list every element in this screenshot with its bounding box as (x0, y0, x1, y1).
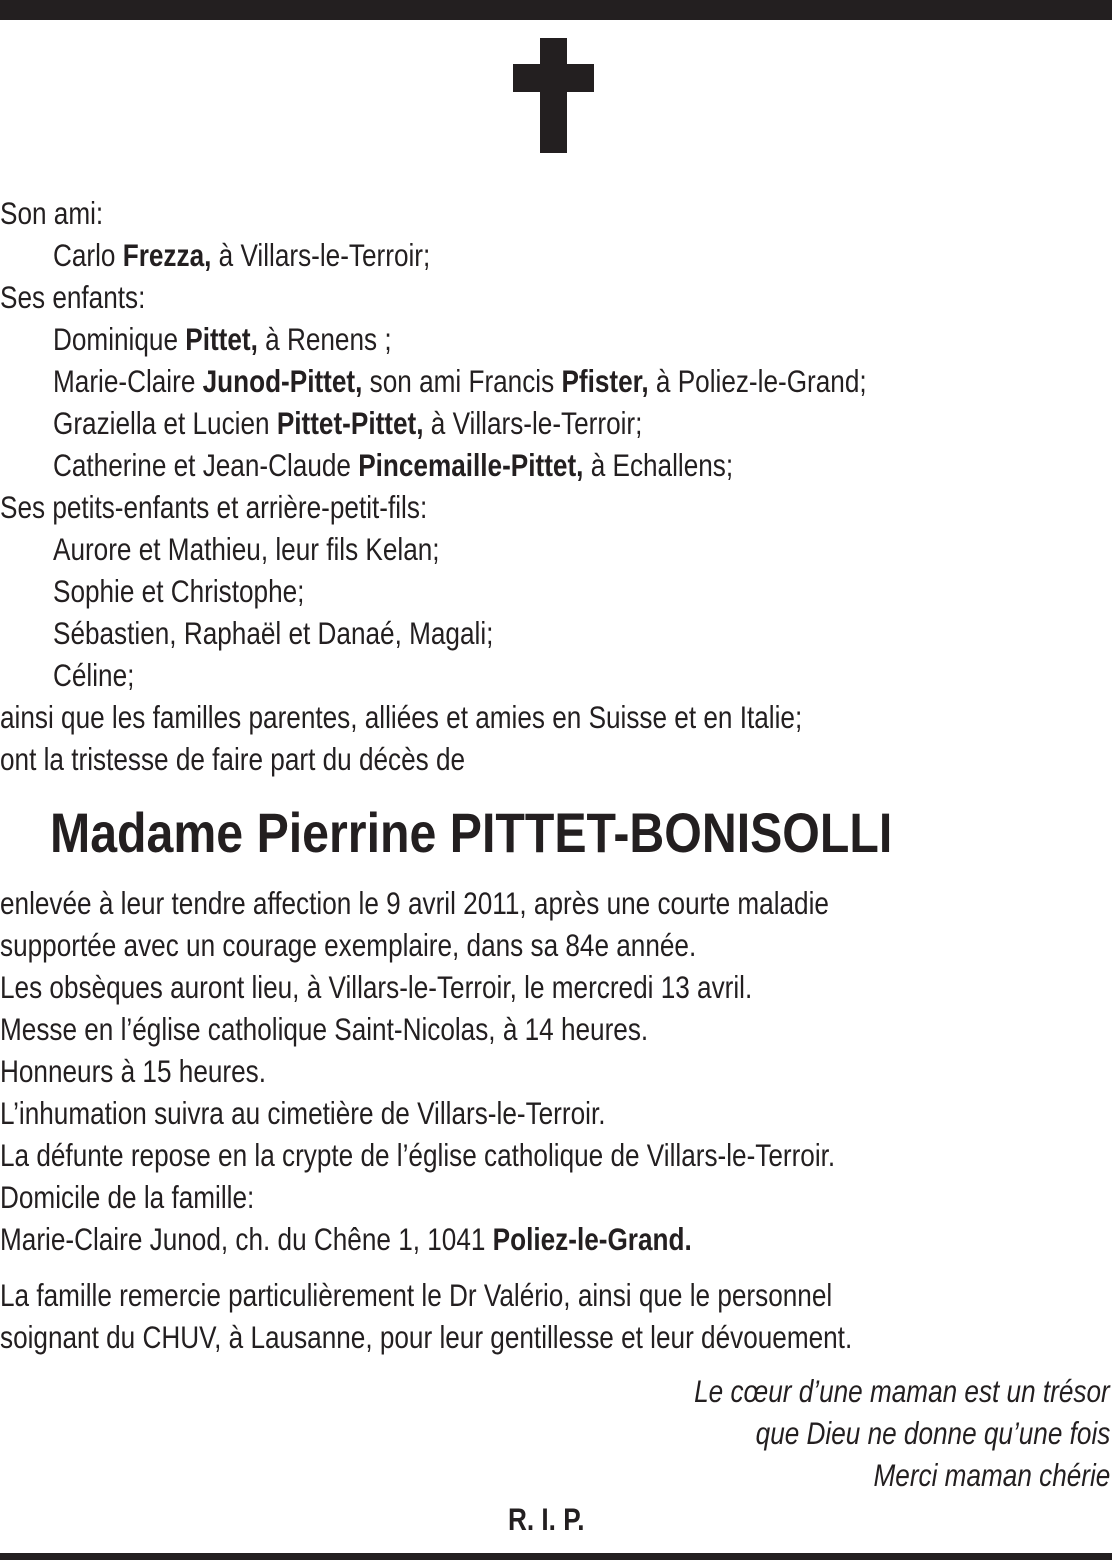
text-segment: son ami Francis (362, 363, 562, 399)
text-line-family-4 (53, 360, 867, 402)
text-segment: Son ami: (0, 195, 104, 231)
poem-line: que Dieu ne donne qu’une fois (755, 1415, 1110, 1451)
text-segment: Carlo (53, 237, 123, 273)
text-segment: Graziella et Lucien (53, 405, 277, 441)
text-segment: L’inhumation suivra au cimetière de Villars-le-Terroir. (0, 1095, 606, 1131)
text-line-family-8 (53, 528, 440, 570)
text-line-family-10 (53, 612, 493, 654)
text-line-details-6 (0, 1134, 835, 1176)
text-segment: enlevée à leur tendre affection le 9 avril 2011, après une courte maladie (0, 885, 829, 921)
text-line-details-1 (0, 924, 696, 966)
text-segment: Ses petits-enfants et arrière-petit-fils: (0, 489, 428, 525)
bold-name: Frezza, (122, 237, 212, 273)
bold-name: Pincemaille-Pittet, (358, 447, 584, 483)
text-line-details-5 (0, 1092, 605, 1134)
text-line-family-2 (0, 276, 145, 318)
text-segment: ont la tristesse de faire part du décès de (0, 741, 466, 777)
text-line-details-2 (0, 966, 752, 1008)
text-segment: La défunte repose en la crypte de l’église catholique de Villars-le-Terroir. (0, 1137, 836, 1173)
bold-name: Junod-Pittet, (202, 363, 363, 399)
rip-closing: R. I. P. (508, 1501, 585, 1537)
text-segment: supportée avec un courage exemplaire, dans sa 84e année. (0, 927, 697, 963)
text-segment: soignant du CHUV, à Lausanne, pour leur gentillesse et leur dévouement. (0, 1319, 853, 1355)
text-line-details-0 (0, 882, 829, 924)
text-segment: La famille remercie particulièrement le Dr Valério, ainsi que le personnel (0, 1277, 833, 1313)
text-segment: Marie-Claire Junod, ch. du Chêne 1, 1041 (0, 1221, 493, 1257)
text-line-family-7 (0, 486, 427, 528)
text-line-family-5 (53, 402, 642, 444)
bold-name: Poliez-le-Grand. (492, 1221, 692, 1257)
text-segment: Domicile de la famille: (0, 1179, 255, 1215)
text-line-family-12 (0, 696, 802, 738)
text-line-family-13 (0, 738, 465, 780)
text-segment: Dominique (53, 321, 186, 357)
text-segment: Sophie et Christophe; (53, 573, 305, 609)
text-line-family-0 (0, 192, 103, 234)
text-line-details-7 (0, 1176, 254, 1218)
text-line-family-11 (53, 654, 134, 696)
text-segment: à Echallens; (583, 447, 734, 483)
bold-name: Pfister, (561, 363, 649, 399)
bottom-rule (0, 1553, 1112, 1560)
text-line-details-4 (0, 1050, 266, 1092)
text-line-thanks-1 (0, 1316, 852, 1358)
text-segment: Ses enfants: (0, 279, 146, 315)
text-segment: à Renens ; (257, 321, 392, 357)
text-segment: à Villars-le-Terroir; (423, 405, 643, 441)
text-segment: Les obsèques auront lieu, à Villars-le-Terroir, le mercredi 13 avril. (0, 969, 753, 1005)
deceased-name: Madame Pierrine PITTET-BONISOLLI (50, 801, 893, 864)
text-line-family-3 (53, 318, 392, 360)
text-segment: Céline; (53, 657, 135, 693)
top-rule (0, 0, 1112, 20)
text-segment: Honneurs à 15 heures. (0, 1053, 266, 1089)
text-line-family-1 (53, 234, 430, 276)
text-line-family-9 (53, 570, 304, 612)
text-segment: Messe en l’église catholique Saint-Nicolas, à 14 heures. (0, 1011, 649, 1047)
bold-name: Pittet-Pittet, (276, 405, 424, 441)
poem-line: Merci maman chérie (873, 1457, 1110, 1493)
bold-name: Pittet, (185, 321, 258, 357)
cross-icon (513, 38, 594, 153)
text-line-family-6 (53, 444, 733, 486)
text-segment: Marie-Claire (53, 363, 203, 399)
text-segment: Sébastien, Raphaël et Danaé, Magali; (53, 615, 494, 651)
poem-line: Le cœur d’une maman est un trésor (694, 1373, 1110, 1409)
text-segment: Catherine et Jean-Claude (53, 447, 359, 483)
text-line-details-3 (0, 1008, 648, 1050)
text-segment: à Villars-le-Terroir; (211, 237, 431, 273)
text-segment: Aurore et Mathieu, leur fils Kelan; (53, 531, 440, 567)
text-segment: ainsi que les familles parentes, alliées et amies en Suisse et en Italie; (0, 699, 803, 735)
text-segment: à Poliez-le-Grand; (648, 363, 867, 399)
text-line-details-8 (0, 1218, 692, 1260)
text-line-thanks-0 (0, 1274, 832, 1316)
